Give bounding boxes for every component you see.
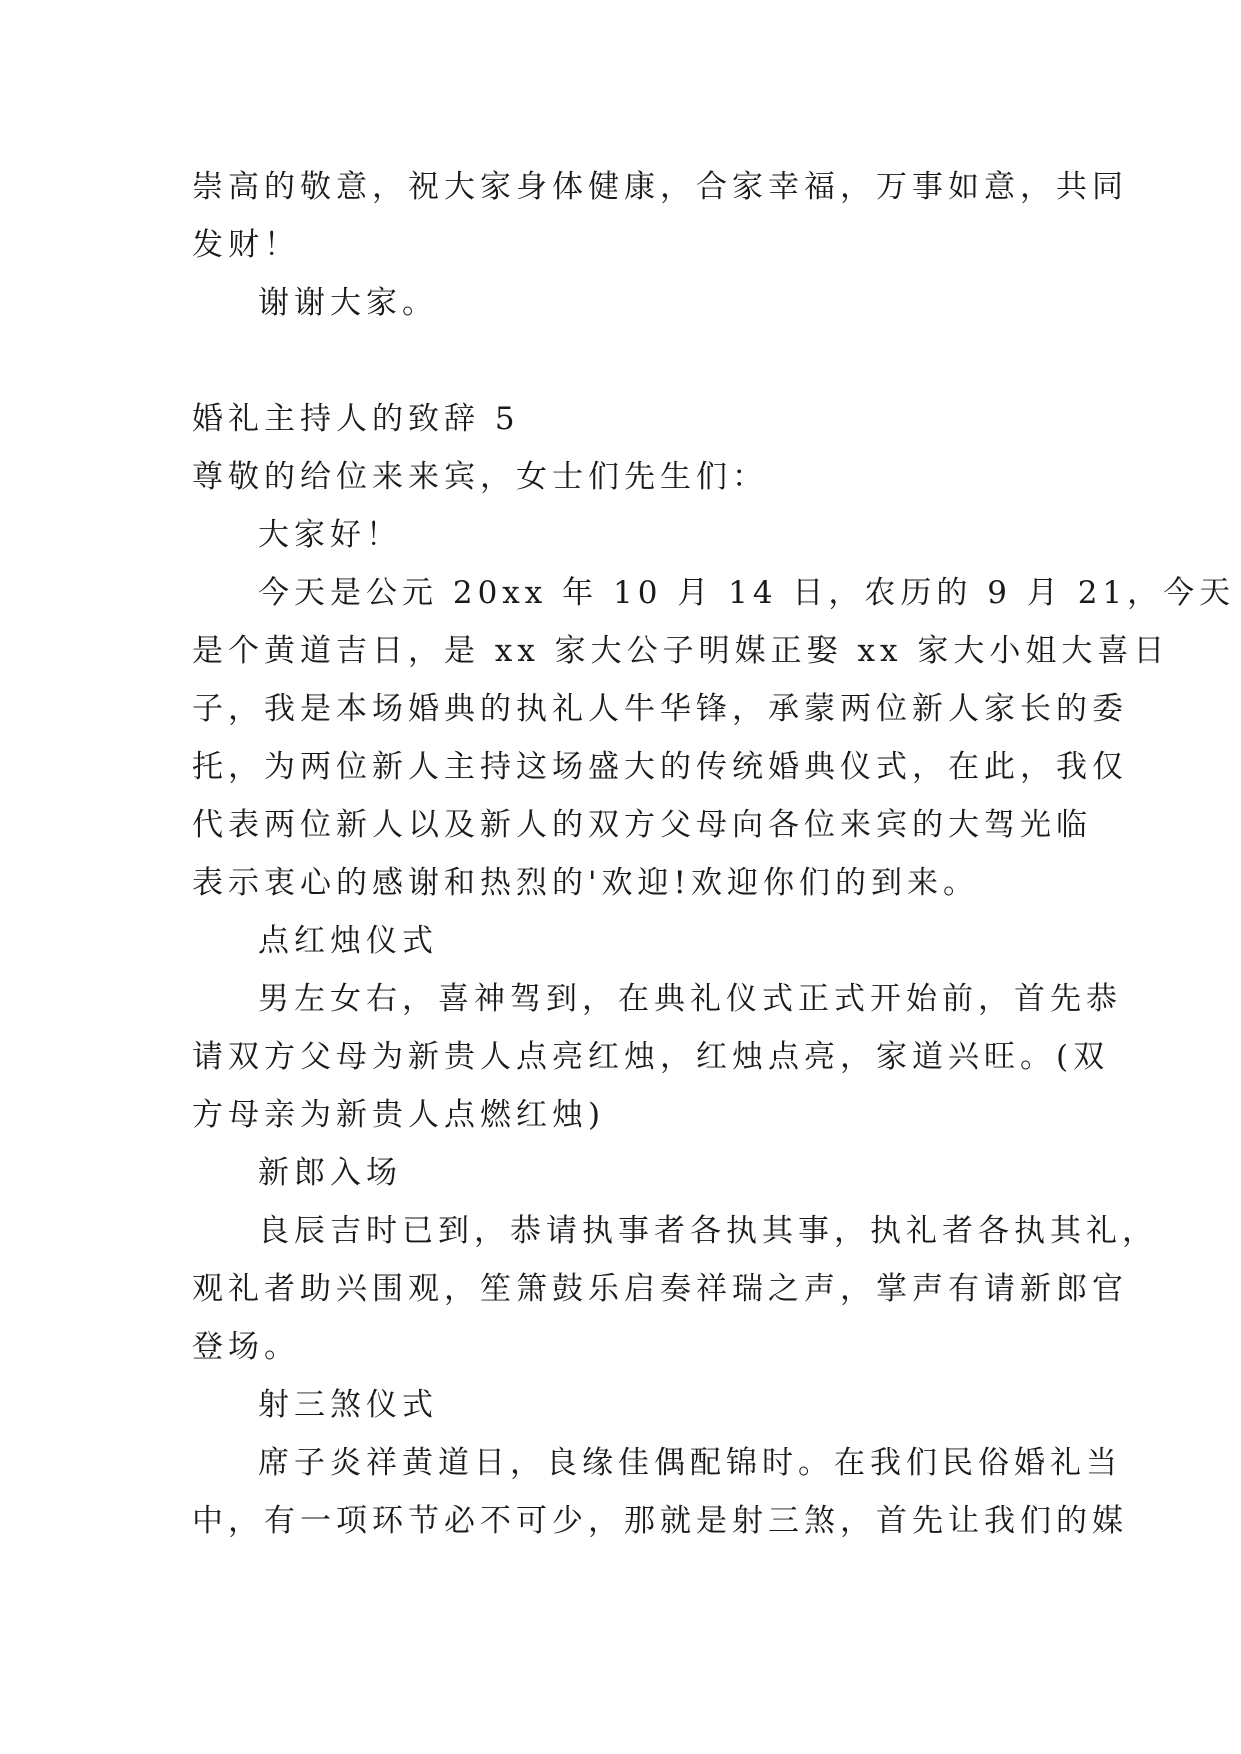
section-gap xyxy=(192,332,1054,390)
text-line: 席子炎祥黄道日，良缘佳偶配锦时。在我们民俗婚礼当 xyxy=(258,1445,1122,1481)
paragraph-intro xyxy=(192,564,1236,912)
text-line: 崇高的敬意，祝大家身体健康，合家幸福，万事如意，共同 xyxy=(192,169,1128,205)
text-line: 今天是公元 20xx 年 10 月 14 日，农历的 9 月 21，今天 xyxy=(258,575,1236,611)
paragraph-blessing xyxy=(192,158,1128,274)
section-title: 婚礼主持人的致辞 5 xyxy=(192,401,520,437)
paragraph-groom xyxy=(192,1202,1158,1376)
paragraph-arrow xyxy=(192,1434,1128,1550)
subheading-candle: 点红烛仪式 xyxy=(258,923,438,959)
text-line: 表示衷心的感谢和热烈的'欢迎!欢迎你们的到来。 xyxy=(192,865,979,901)
greeting: 大家好！ xyxy=(258,517,402,553)
text-line: 男左女右，喜神驾到，在典礼仪式正式开始前，首先恭 xyxy=(258,981,1122,1017)
text-line: 代表两位新人以及新人的双方父母向各位来宾的大驾光临 xyxy=(192,807,1092,843)
text-line: 中，有一项环节必不可少，那就是射三煞，首先让我们的媒 xyxy=(192,1503,1128,1539)
text-line: 良辰吉时已到，恭请执事者各执其事，执礼者各执其礼， xyxy=(258,1213,1158,1249)
subheading-arrow: 射三煞仪式 xyxy=(258,1387,438,1423)
paragraph-candle xyxy=(192,970,1122,1144)
text-line: 方母亲为新贵人点燃红烛) xyxy=(192,1097,606,1133)
text-line: 子，我是本场婚典的执礼人牛华锋，承蒙两位新人家长的委 xyxy=(192,691,1128,727)
text-line: 请双方父母为新贵人点亮红烛，红烛点亮，家道兴旺。(双 xyxy=(192,1039,1110,1075)
text-line: 观礼者助兴围观，笙箫鼓乐启奏祥瑞之声，掌声有请新郎官 xyxy=(192,1271,1128,1307)
subheading-groom: 新郎入场 xyxy=(258,1155,402,1191)
paragraph-thanks: 谢谢大家。 xyxy=(258,285,438,321)
salutation: 尊敬的给位来来宾，女士们先生们： xyxy=(192,459,768,495)
text-line: 是个黄道吉日，是 xx 家大公子明媒正娶 xx 家大小姐大喜日 xyxy=(192,633,1170,669)
text-line: 登场。 xyxy=(192,1329,300,1365)
text-line: 发财！ xyxy=(192,227,300,263)
document-body xyxy=(192,158,1236,1550)
text-line: 托，为两位新人主持这场盛大的传统婚典仪式，在此，我仅 xyxy=(192,749,1128,785)
